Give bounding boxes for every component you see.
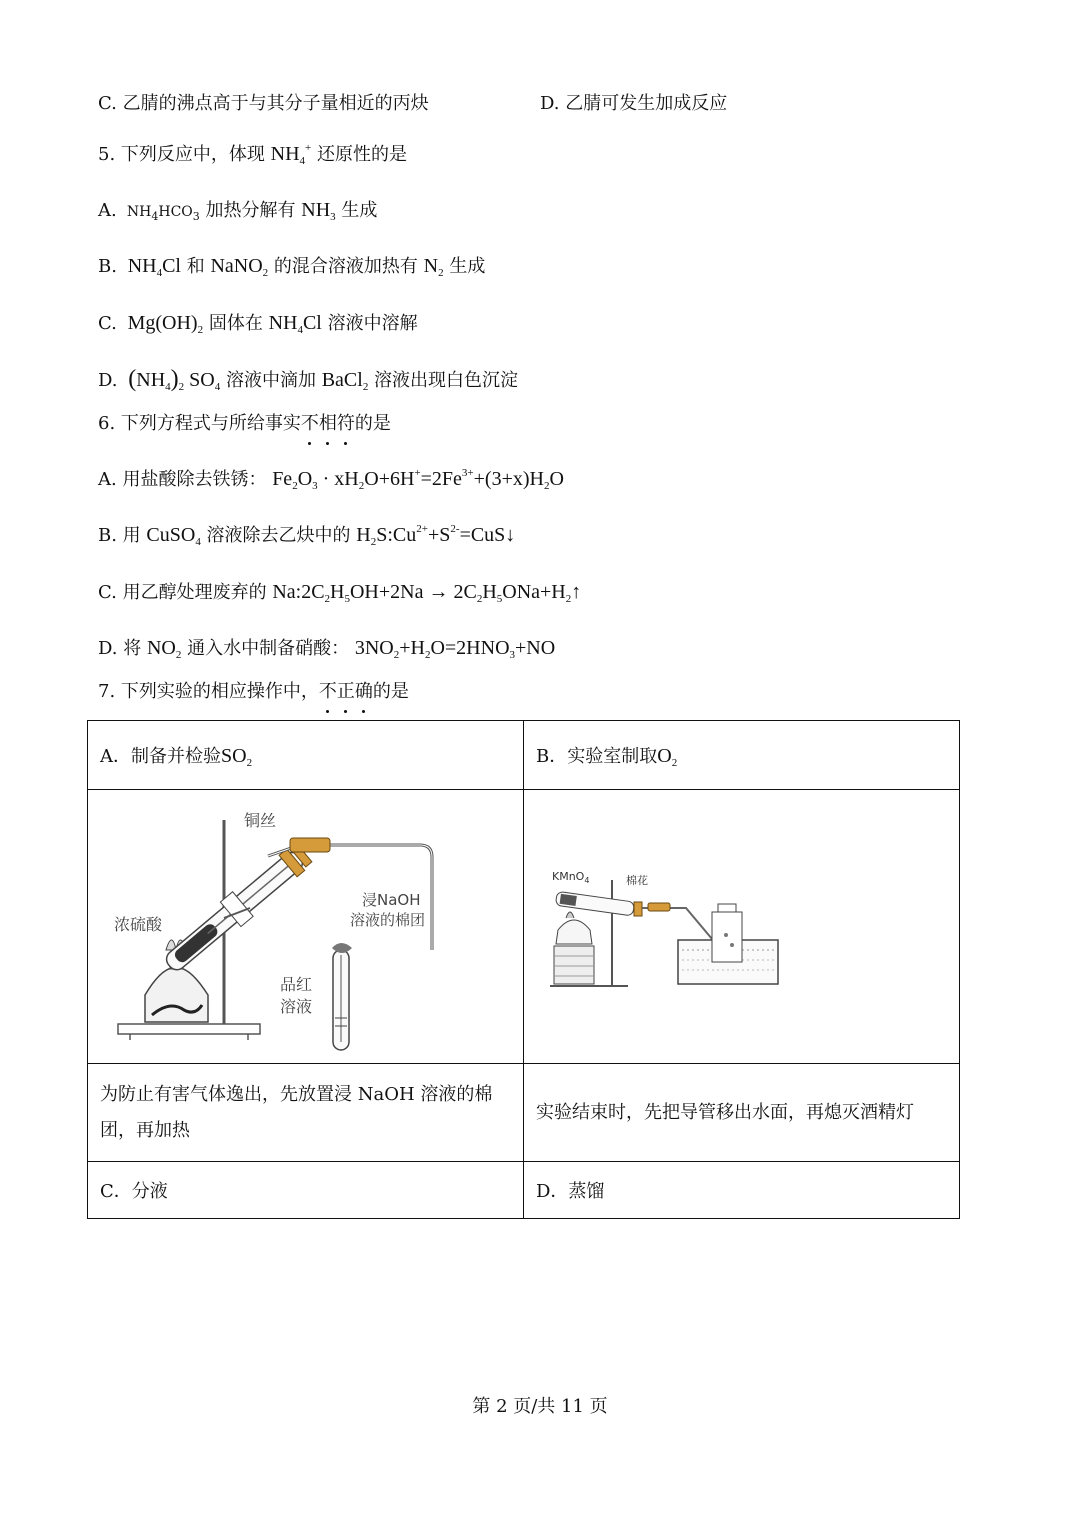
- q5-option-b: B. $NH_4Cl$ 和 NaNO$_2$ 的混合溶液加热有 $N_2$ 生成: [98, 255, 486, 279]
- q4-option-c: C. 乙腈的沸点高于与其分子量相近的丙炔: [98, 93, 429, 114]
- label-naoh-2: 溶液的棉团: [350, 911, 426, 929]
- so2-apparatus-diagram: [100, 790, 572, 1058]
- q7-cell-b-description: 实验结束时，先把导管移出水面，再熄灭酒精灯: [524, 1064, 960, 1162]
- label-conc-sulfuric-acid: 浓硫酸: [114, 915, 163, 934]
- q5-option-d: D. $(NH_4)_2$ $SO_4$ 溶液中滴加 BaCl$_2$ 溶液出现白色沉淀: [98, 366, 519, 393]
- label-copper-wire: 铜丝: [244, 811, 277, 830]
- label-naoh-1: 浸NaOH: [362, 891, 421, 909]
- q7-cell-d-title: D．蒸馏: [524, 1162, 960, 1219]
- label-cotton: 棉花: [626, 874, 648, 887]
- q7-cell-a-description: 为防止有害气体逸出，先放置浸 NaOH 溶液的棉团，再加热: [88, 1064, 524, 1162]
- label-pinhong-1: 品红: [280, 975, 313, 994]
- q4-option-d: D. 乙腈可发生加成反应: [540, 93, 728, 114]
- q5-stem: 5. 下列反应中，体现 $NH_4^+$ 还原性的是: [98, 142, 407, 167]
- q7-experiment-table: [87, 720, 960, 1219]
- q7-cell-c-title: C．分液: [88, 1162, 524, 1219]
- label-pinhong-2: 溶液: [280, 997, 313, 1016]
- q7-cell-b-title: B．实验室制取$O_2$: [524, 721, 960, 790]
- q6-option-d: D. 将 $NO_2$ 通入水中制备硝酸： $3NO_2+H_2O=2HNO_3+NO$: [98, 637, 556, 661]
- q6-option-b: B. 用 CuSO$_4$ 溶液除去乙炔中的 $H_2S:Cu^{2+}+S^{2-}=CuS↓$: [98, 523, 516, 548]
- q7-cell-a-title: A．制备并检验$SO_2$: [88, 721, 524, 790]
- q5-option-c: C. $Mg(OH)_2$ 固体在 $NH_4Cl$ 溶液中溶解: [98, 312, 418, 336]
- q6-stem: 6. 下列方程式与所给事实不相符的是: [98, 410, 391, 438]
- q7-figure-b: [524, 790, 960, 1064]
- q5-option-a: A. $NH_4HCO_3$ 加热分解有 $NH_3$ 生成: [98, 199, 378, 223]
- page-footer: 第 2 页/共 11 页: [472, 1396, 608, 1417]
- q6-option-a: A. 用盐酸除去铁锈： $Fe_2O_3 \cdot xH_2O+6H^+=2Fe^{3+}+(3+x)H_2O$: [98, 467, 564, 492]
- q7-stem: 7. 下列实验的相应操作中，不正确的是: [98, 678, 409, 706]
- o2-apparatus-diagram: [536, 790, 934, 1058]
- q6-option-c: C. 用乙醇处理废弃的 $Na:2C_2H_5OH+2Na$ → $2C_2H_5ONa+H_2↑$: [98, 581, 582, 605]
- label-kmno4: KMnO$_4$: [552, 870, 590, 885]
- q7-figure-a: [88, 790, 524, 1064]
